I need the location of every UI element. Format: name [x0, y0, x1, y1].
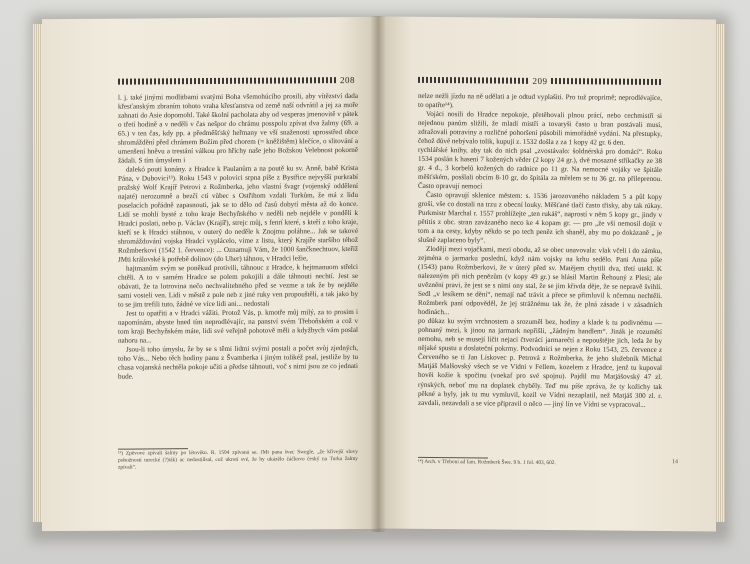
paragraph: Jsou-li toho úmyslu, že by se s těmi lidmi svými postali a počet svůj zjedných, toho Vás... Nebo těch hodiny panu z Švamberka i jiným tolikéž psal, jestliže by tu chasa vojanská nechtěla pokoje učiti a předse táhnouti, voč s nimi jsou ze co jednati bude. — [118, 344, 358, 382]
left-page-body — [118, 92, 358, 382]
paragraph: rychlářské knihy, aby tak do nich psal „zvostávalo: šoldnérská pro domácí“. Roku 1534 poslán k hasení 7 kožených věder (2 kopy 24 gr.), dvě mosazné stříkačky ze 38 gr. 4 d., 3 korbelů kožených do radnice po 11 gr. Na nemocné vojáky ve špitále měšťském, posšlali obcím 8-10 gr, do špitála za mřelem se tu 36 gr. na příleprenou. Často opravují nemocí — [418, 145, 662, 191]
paragraph: Jest to opatřiti a v Hradci vážiti. Protož Vás, p. kmotře můj milý, za to prosim i napomínám, abyste hned tím neprodlévajíc, na panství svém Třeboňském a což v tom kraji Bechyňském máte, lidi své veřejně pohotově měli a kdyžbych vám poslal nahoru na... — [118, 308, 358, 346]
paragraph: po důkaz ku svým vrchnostem a srozuměl bez, hodiny a klade k tu podivnému — pohnaný mezi, k jinou na jarmark nepřišli, „žádným handlem“. Jinák je rozumětí nemohu, neb se musejí líčit nejací čtverácí jarmarečtí a nepouštějte jich, leda že by nějaké spustu a doslateční pokrmy. Podvodníci se nejen z Roku 1543, 25. července z Červeného se ti Jan Lískovec p. Petrová z Rožmberka, že jeho služebník Michal Matjáš Malšovský všech se ve Vídni v Fellem, kozelem z Hradce, jenž tu kupoval hověi kožie k spočinu (voekaf pro své spojnu). Pajdil mu Matjášovský 47 zl. rýnských, neboť mu na doplatek chyběly. Teď mu píše zpráva, že ty kožichy tak pěkné a byly, jak tu mu vymluvil, kozil ve Vídni nezaplatil, než Matjáš 300 zl. r. zavdali, nezavdali a se více připravil o něco — jiný lín ve Vídni se vypracoval... — [418, 317, 662, 409]
header-ornament-rule — [551, 78, 663, 85]
left-page-number: 208 — [340, 74, 355, 86]
paragraph: Často opravují sklenice městem: s. 1536 jarozovaného nákladem 5 a půl kopy groší, vše co dostali na trzu z obecní louky. Měšťané tlačí často třisky, aby tak rúkay. Purkmistr Marchal r. 1557 prohlížejte „ten rukáš“, naprostí v něm 5 kopy gr., jindy v pětitis z obc. stran zavázaného neco ke 4 kopam gr. — pro „že vší nemosil dojít v tom a na cesty, kdyby někdo se po tech peněz ích shaněl, aby mu po dokázaně „ je slušně zaplaceno byly“. — [418, 191, 662, 245]
right-footnote: ¹⁴) Arch. v Třeboni ad fam. Rožmberk Šwe. 9 b. 1 fol. 403, 602. — [418, 458, 556, 467]
right-page — [378, 17, 716, 532]
signature-mark: 14 — [672, 459, 678, 466]
left-page — [42, 17, 378, 531]
left-footnote: ¹³) Zpěvové zpívali šalmy po létoviku. R. 1594 zpívaná se. JMt pana švec Swegle, „že křivejší slovy pobožností turecké (?)ták) ac nedostiilsal, což ukrotí své, že by ukázělo čáčkovo český na Turka žalmy zpívali“. — [118, 448, 358, 471]
paragraph: nelze nežli jízdu na ně udělati a je odtud vyplašiti. Pro tuž proprimě; neprodlévajíce, to opatřte¹⁴). — [418, 91, 662, 110]
right-page-header — [418, 75, 662, 87]
book-gutter — [370, 16, 386, 532]
header-ornament-rule — [418, 77, 530, 84]
header-ornament-rule — [118, 77, 337, 85]
left-page-header — [118, 75, 358, 87]
paragraph: Vojáci nosili do Hradce nepokoje, přetěhovali plnou prácí, nebo cechmistři si nejednou panům sližili, že mladí mistři a tovaryši často u bran postávali musí, zdražovali potraviny a rozličné pohoršení působili mimořádně vydání. Na přestupky, čehož důvě nebývalo tolik, kupují z. 1532 došla z za 1 kopy 42 gr. 6 den. — [418, 109, 662, 147]
right-page-number: 209 — [532, 75, 548, 87]
paragraph: hajtmanům svým se poněkud protivili, táhnouc z Hradce, k hejtmanuom střelci chtěli. A to v samém Hradce se polem pokojili a dále táhnouti nechtí. Jest se obávati, že ta lotrovina nečo nechvalitebného před se vezme a tak že by nejdéle sami vosteli ven. Lidi v městě z pole neb z jiné ruky ven propouštěli, a tak jako by to se jim trefili tuto, žádné ve více lidi ani... nedostali — [118, 263, 358, 310]
right-page-edges — [715, 24, 725, 522]
paragraph: l. j. také jinými modlitbami svatými Boha všemohúcího prosili, aby vítězství dada křesťanským zbraním tohoto vraha křesťanstva od země naší odvrátil a jej za moře zahnati do Asie dopomohl. Také školní pacholata aby od vesperas jmenovitě v pátek o třetí hodině a v neděli v čas nešpor do chrámu posspolu zpívat dva žalmy (69. a 65.) v ten čas, kdy pp. a předměšťský heřmany ve vší snaženosti uprosstřed obce shromáždění před chrámem Božím před chorem (= kněžištěm) klečíce, o slitování a umenšení hněvu a trestání válkou pro hříchy naše jeho Božskou Velebnost pokorně žádali. S tím úmyslem i — [118, 91, 358, 165]
right-page-body — [418, 92, 662, 410]
paragraph: dalekó pouti konány. z Hradce k Paulanům a na poutě ku sv. Anně, babě Krista Pána, v Dubovici¹³). Roku 1543 v polovici srpna píše z Bystřice nejvyšší purkrabí pražský Wolf Krajíř Petrovi z Rožmberka, jeho vlastní švagr (vojenský oddělení najaté) nerozumně a bezčí ctí vůbec s Ostřihom vzdali Turkům, že má z lidu poselacích pořádně zapasnouti, jak se to dělo od časů dobytí města až do konce. Lidí se mohli bysté z toho kraje Bechyňského v neděli neb nejdéle v pondělí k Hradci poslati, nebo p. Václav (Krajíř), strejc můj, s fenrí které, s kteří z toho kraje, kteří se k Hradci stáhnou, v outerý do neděle k Znojmu poláhne... Jak se takové shromáždování vojska Hradci vyplácelo, víme z listu, který Krajíře staršího téhož Rožmberkovi (1542 1. července): ... Oznamuji Vám, že 1000 šančknechtuov, kteříž JMti královské k potřebě dolinov (do Uher) táhnou, v Hradci ležie, — [118, 164, 358, 264]
paragraph: Zlodějí mezi vojačkami, mezi obodu, až se obec unavovala: vlak včeli i do zámku, zejména o jarmarku poslední, když nám vojsky na krhu sedělo. Pani Anna píše (1543) panu Rožmberkovi, že v úterý před sv. Matějem chytili dva, třetí utekl. K nalezeným při nich penězům (v kopy 49 gr.) se hlásil Martin Řehouný z Plesi; ale uvěznění pravi, že jest se s nimi ony stal, že se jim křivda děje, že se nepravě švihlí. Sedl „v lesíkem se dění“, nemají nač trávit a přece se přimluvil k nčemnu nechtěli. Rožmberk paní odpověděl, že jej strážnému tak že, že plná zásade i v zásadních hodinách... — [418, 245, 662, 317]
